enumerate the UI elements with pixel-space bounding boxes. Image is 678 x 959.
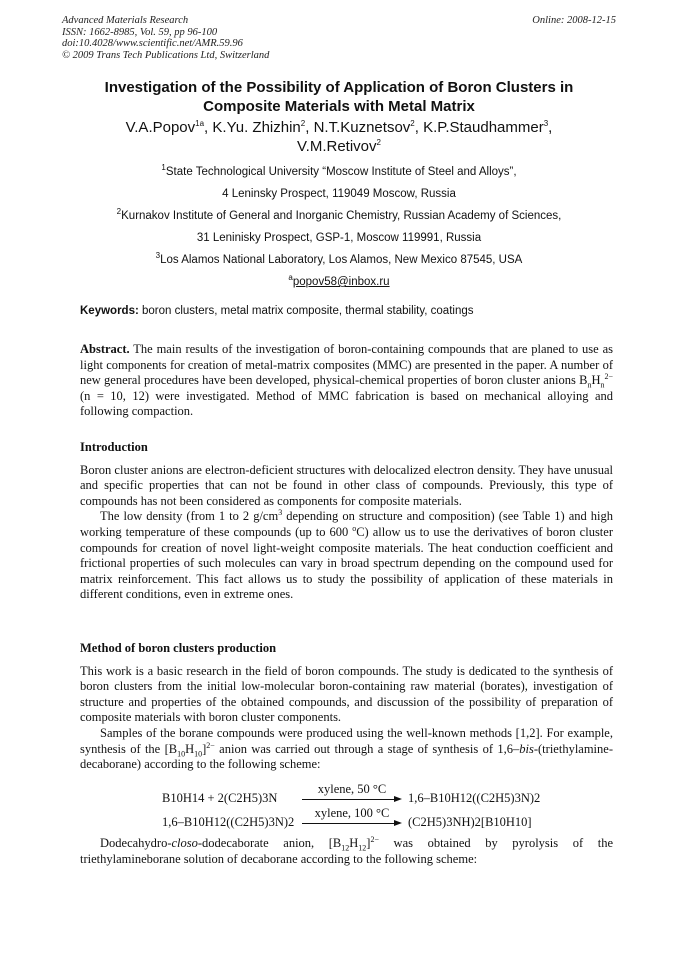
paragraph: Dodecahydro-closo-dodecaborate anion, $[B_{12}H_{12}]^{2-}$ was obtained by pyrolysis of the triethylamineborane solution of decaborane according to the following scheme: xyxy=(80,834,613,866)
affiliation-line: $^3$Los Alamos National Laboratory, Los Alamos, New Mexico 87545, USA xyxy=(155,251,523,266)
method-section xyxy=(80,641,613,773)
paragraph: This work is a basic research in the field of boron compounds. The study is dedicated to the synthesis of boron clusters from the initial low-molecular boron-containing raw material (borates), investigation of structure and properties of the obtained compounds, and discussion of the possibility of preparation of composite materials with boron cluster components. xyxy=(80,663,613,725)
keywords-label: Keywords: xyxy=(80,305,139,317)
copyright: © 2009 Trans Tech Publications Ltd, Switzerland xyxy=(62,49,270,61)
method-section-continued xyxy=(80,836,613,867)
paper-title xyxy=(62,78,616,116)
journal-header xyxy=(62,15,269,61)
author: K.P.Staudhammer xyxy=(423,119,544,136)
title-line-2: Composite Materials with Metal Matrix xyxy=(203,98,475,115)
reaction-1-arrow xyxy=(302,782,402,797)
abstract: Abstract. The main results of the investigation of boron-containing compounds that are planed to use as light components for creation of metal-matrix composites (MMC) are presented in the paper. A number of new general procedures have been developed, physical-chemical properties of boron cluster anions $B_nH_n^{2-}$ (n = 10, 12) were investigated. Method of MMC fabrication is based on mechanical alloying and following compaction. xyxy=(80,342,613,419)
affiliation-line: $^2$Kurnakov Institute of General and Inorganic Chemistry, Russian Academy of Sciences, xyxy=(116,207,562,222)
issn: ISSN: 1662-8985, Vol. 59, pp 96-100 xyxy=(62,26,218,38)
reaction-2-condition: xylene, 100 °C xyxy=(314,806,390,820)
arrow-head-icon xyxy=(394,796,402,802)
affiliation-line: 31 Leninisky Prospect, GSP-1, Moscow 119991, Russia xyxy=(196,232,482,244)
affiliation-line: 4 Leninsky Prospect, 119049 Moscow, Russia xyxy=(222,188,456,200)
online-date: Online: 2008-12-15 xyxy=(532,15,616,26)
reaction-2-products: (C2H5)3NH)2[B10H10] xyxy=(408,815,532,829)
affiliations xyxy=(62,161,616,293)
journal-name: Advanced Materials Research xyxy=(62,15,189,26)
reaction-1-reactants: B10H14 + 2(C2H5)3N xyxy=(162,791,278,805)
author: K.Yu. Zhizhin xyxy=(212,119,301,136)
authors: V.A.Popov$^{1a}$, K.Yu. Zhizhin$^2$, N.T.Kuznetsov$^2$, K.P.Staudhammer$^3$, V.M.Retivov$^2$ xyxy=(125,119,553,155)
title-line-1: Investigation of the Possibility of Application of Boron Clusters in xyxy=(104,79,574,96)
keywords-text: boron clusters, metal matrix composite, thermal stability, coatings xyxy=(138,305,474,317)
reaction-2-arrow xyxy=(302,806,402,821)
email-link[interactable]: popov58@inbox.ru xyxy=(292,276,390,288)
section-heading: Introduction xyxy=(80,440,148,454)
paragraph: The low density (from 1 to 2 $g/cm^3$ depending on structure and composition) (see Table 1) and high working temperature of these compounds (up to 600 $^o$C) allow us to use the derivatives of boron cluster compounds for creation of novel light-weight composite materials. The heat conduction coefficient and frictional properties of such molecules can vary in broad spectrum depending on the compound used for matrix reinforcement. This fact allows us to study the possibility of application of these materials in different conditions, even in extreme ones. xyxy=(80,508,613,602)
email-line: $^a$popov58@inbox.ru xyxy=(288,273,390,288)
section-heading: Method of boron clusters production xyxy=(80,641,277,655)
reaction-1-products: 1,6–B10H12((C2H5)3N)2 xyxy=(408,791,541,805)
keywords xyxy=(80,305,620,317)
reaction-2-reactants: 1,6–B10H12((C2H5)3N)2 xyxy=(162,815,295,829)
arrow-line xyxy=(302,799,394,800)
doi: doi:10.4028/www.scientific.net/AMR.59.96 xyxy=(62,38,243,49)
affiliation-line: $^1$State Technological University “Moscow Institute of Steel and Alloys”, xyxy=(161,163,517,178)
introduction-section xyxy=(80,440,613,603)
author: N.T.Kuznetsov xyxy=(313,119,411,136)
author: V.M.Retivov xyxy=(297,138,377,155)
reaction-scheme-1 xyxy=(80,782,613,832)
arrow-line xyxy=(302,823,394,824)
reaction-1-condition: xylene, 50 °C xyxy=(317,782,387,796)
author: V.A.Popov xyxy=(125,119,196,136)
arrow-head-icon xyxy=(394,820,402,826)
paragraph: Boron cluster anions are electron-deficient structures with delocalized electron density. They have unusual and specific properties that can not be found in other class of compounds. Previously, this type of compounds has not been considered as components for composite materials. xyxy=(80,462,613,508)
paragraph: Samples of the borane compounds were produced using the well-known methods [1,2]. For example, synthesis of the $[B_{10}H_{10}]^{2-}$ anion was carried out through a stage of synthesis of 1,6–bis-(triethylamine-decaborane) according to the following scheme: xyxy=(80,725,613,772)
